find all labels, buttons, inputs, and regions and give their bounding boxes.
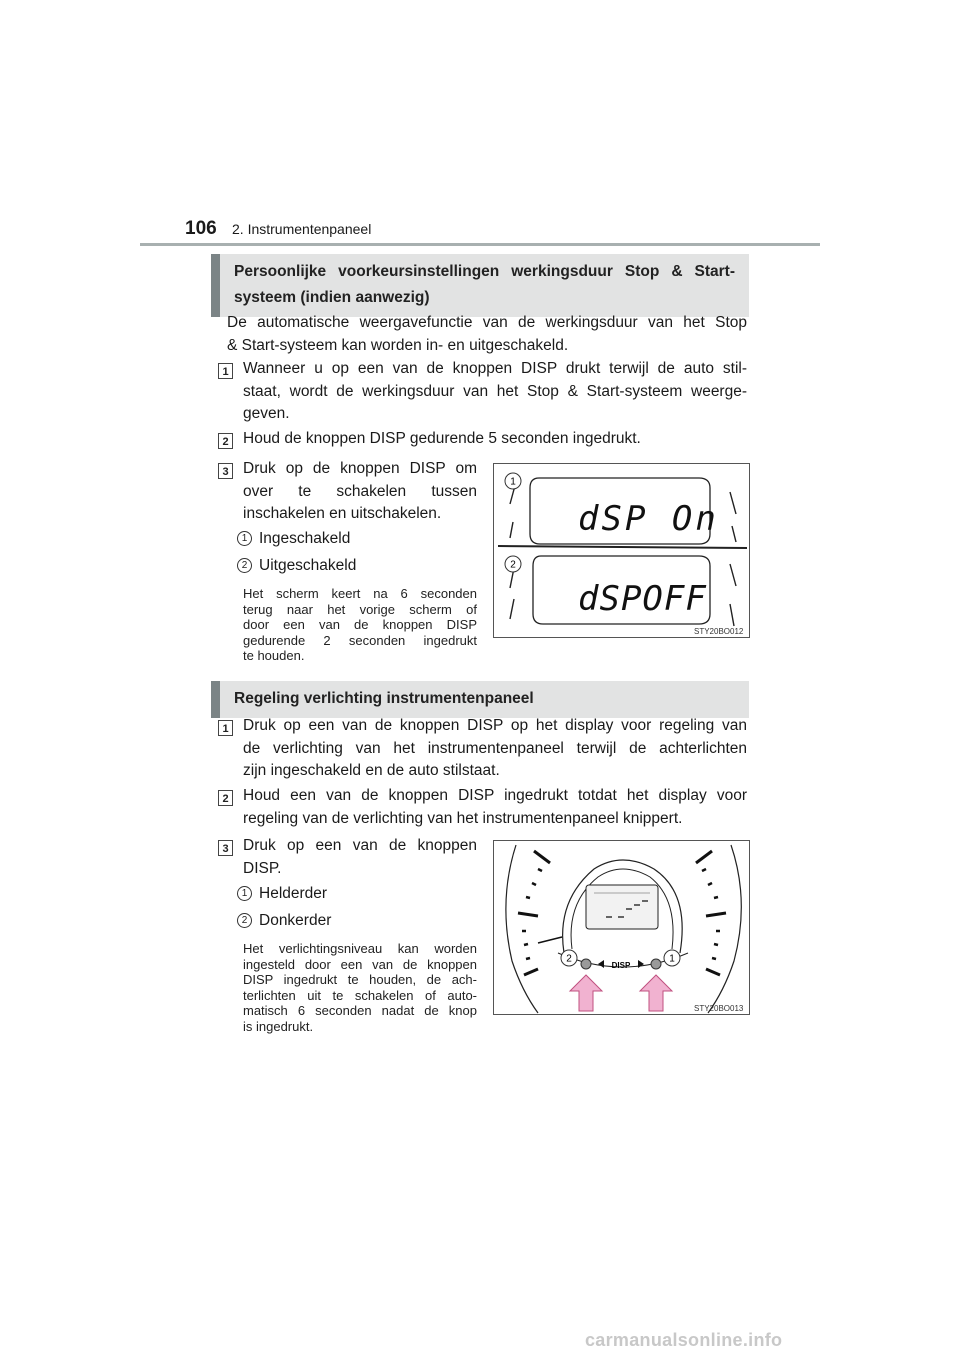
lighting-step-2-text (243, 785, 747, 830)
note1-line1: Het scherm keert na 6 seconden (243, 586, 477, 601)
lighting-step-1-line2: de verlichting van het instrumentenpaneel terwijl de achterlichten (243, 739, 747, 757)
page-number: 106 (185, 218, 217, 239)
note2-line5: matisch 6 seconden nadat de knop (243, 1003, 477, 1018)
circled-number-1b: 1 (237, 886, 252, 901)
note-lighting-level (243, 941, 477, 1034)
intro-line1: De automatische weergavefunctie van de werkingsduur van het Stop (227, 314, 747, 331)
intro-line2: & Start-systeem kan worden in- en uitgeschakeld. (227, 337, 569, 354)
section-heading-lighting-text: Regeling verlichting instrumentenpaneel (234, 690, 534, 707)
item-ingeschakeld: Ingeschakeld (259, 530, 351, 547)
figure-disp-on-off (493, 463, 750, 638)
step-3-line1: Druk op de knoppen DISP om (243, 460, 477, 477)
item-donkerder: Donkerder (259, 912, 332, 929)
callout-2-label: 2 (510, 559, 516, 571)
figure-instrument-lighting-drawing (494, 841, 750, 1015)
note1-line3: door een van de knoppen DISP (243, 617, 477, 632)
callout-1b-label: 1 (669, 953, 675, 965)
figure-code-2: STY20BO013 (694, 1004, 744, 1013)
circled-number-1: 1 (237, 531, 252, 546)
lighting-step-2-line1: Houd een van de knoppen DISP ingedrukt totdat het display voor (243, 787, 747, 804)
figure-instrument-lighting (493, 840, 750, 1015)
step-3-text (243, 458, 477, 526)
left-triangle-icon (598, 960, 604, 968)
lcd-disp-off: dSPOFF (578, 579, 707, 619)
step-1-line3: geven. (243, 405, 290, 422)
chapter-title: 2. Instrumentenpaneel (232, 221, 372, 237)
disp-label: DISP (611, 961, 631, 970)
step-3-line3: inschakelen en uitschakelen. (243, 505, 442, 522)
step-number-2: 2 (218, 433, 233, 449)
step-1-text (243, 358, 747, 426)
callout-2b-label: 2 (566, 953, 572, 965)
step-number-2b: 2 (218, 790, 233, 806)
callout-1-label: 1 (510, 476, 516, 488)
note1-line2: terug naar het vorige scherm of (243, 601, 477, 617)
note-display-timeout (243, 586, 477, 664)
figure-disp-on-off-drawing (494, 464, 750, 638)
step-number-3: 3 (218, 463, 233, 479)
lighting-step-2-line2: regeling van de verlichting van het instrumentenpaneel knippert. (243, 809, 683, 827)
header-divider (140, 243, 820, 246)
note2-line3: DISP ingedrukt te houden, de ach- (243, 972, 477, 987)
circled-number-2b: 2 (237, 913, 252, 928)
item-helderder: Helderder (259, 885, 328, 902)
lighting-step-1-line1: Druk op een van de knoppen DISP op het display voor regeling van (243, 717, 747, 734)
footer-watermark: carmanualsonline.info (585, 1330, 783, 1350)
step-number-1: 1 (218, 363, 233, 379)
lighting-step-3-line1: Druk op een van de knoppen (243, 837, 477, 854)
note2-line4: terlichten uit te schakelen of auto- (243, 987, 477, 1003)
figure-code-1: STY20BO012 (694, 627, 744, 636)
lcd-disp-on: dSP On (578, 499, 719, 539)
lighting-step-1-text (243, 715, 747, 783)
section-heading-line2: systeem (indien aanwezig) (234, 289, 430, 306)
note2-line1: Het verlichtingsniveau kan worden (243, 941, 477, 956)
lighting-step-3-text (243, 835, 477, 880)
step-number-1b: 1 (218, 720, 233, 736)
step-3-line2: over te schakelen tussen (243, 482, 477, 500)
disp-right-button (651, 959, 661, 969)
circled-number-2: 2 (237, 558, 252, 573)
disp-left-button (581, 959, 591, 969)
right-triangle-icon (638, 960, 644, 968)
note2-line6: is ingedrukt. (243, 1018, 314, 1034)
step-2-text: Houd de knoppen DISP gedurende 5 seconden ingedrukt. (243, 430, 641, 447)
note2-line2: ingesteld door een van de knoppen (243, 956, 477, 972)
step-1-line2: staat, wordt de werkingsduur van het Stop & Start-systeem weerge- (243, 382, 747, 400)
arrow-up-right-icon (640, 975, 672, 1011)
arrow-up-left-icon (570, 975, 602, 1011)
lighting-step-1-line3: zijn ingeschakeld en de auto stilstaat. (243, 762, 500, 779)
item-uitgeschakeld: Uitgeschakeld (259, 557, 357, 574)
note1-line4: gedurende 2 seconden ingedrukt (243, 632, 477, 648)
note1-line5: te houden. (243, 648, 305, 663)
section-heading-line1: Persoonlijke voorkeursinstellingen werkingsduur Stop & Start- (234, 263, 735, 280)
step-1-line1: Wanneer u op een van de knoppen DISP drukt terwijl de auto stil- (243, 360, 747, 377)
section-heading-stop-start (211, 254, 749, 317)
section-heading-panel-lighting (211, 681, 749, 718)
lighting-step-3-line2: DISP. (243, 859, 282, 877)
step-number-3b: 3 (218, 840, 233, 856)
